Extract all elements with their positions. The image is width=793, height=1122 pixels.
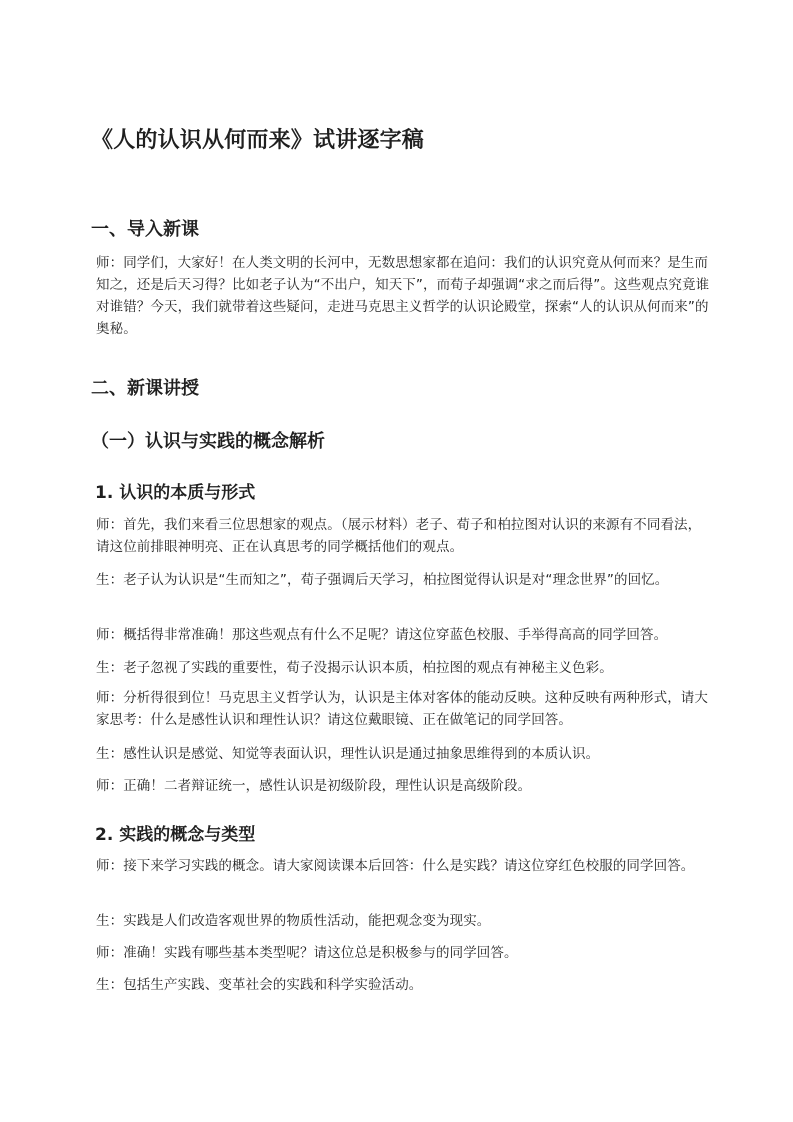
section-heading-intro: 一、导入新课 [91,219,199,240]
dialogue-paragraph: 师：准确！实践有哪些基本类型呢？请这位总是积极参与的同学回答。 [96,945,518,961]
dialogue-paragraph: 生：老子认为认识是“生而知之”，荀子强调后天学习，柏拉图觉得认识是对“理念世界”的回忆。 [96,572,669,588]
section-heading-lesson: 二、新课讲授 [91,378,199,399]
subsection-heading-concepts: （一）认识与实践的概念解析 [91,431,325,452]
dialogue-paragraph: 生：包括生产实践、变革社会的实践和科学实验活动。 [96,977,423,993]
dialogue-paragraph: 生：实践是人们改造客观世界的物质性活动，能把观念变为现实。 [96,913,491,929]
dialogue-paragraph: 师：概括得非常准确！那这些观点有什么不足呢？请这位穿蓝色校服、手举得高高的同学回答。 [96,627,668,643]
point-heading-practice: 2. 实践的概念与类型 [95,825,256,845]
dialogue-paragraph: 师：正确！二者辩证统一，感性认识是初级阶段，理性认识是高级阶段。 [96,778,532,794]
document-title: 《人的认识从何而来》试讲逐字稿 [91,128,425,153]
dialogue-paragraph: 师：首先，我们来看三位思想家的观点。（展示材料）老子、荀子和柏拉图对认识的来源有不同看法，请这位前排眼神明亮、正在认真思考的同学概括他们的观点。 [96,517,702,555]
dialogue-paragraph: 师：分析得很到位！马克思主义哲学认为，认识是主体对客体的能动反映。这种反映有两种形式，请大家思考：什么是感性认识和理性认识？请这位戴眼镜、正在做笔记的同学回答。 [96,690,708,728]
intro-paragraph: 师：同学们，大家好！在人类文明的长河中，无数思想家都在追问：我们的认识究竟从何而来？是生而知之，还是后天习得？比如老子认为“不出户，知天下”，而荀子却强调“求之而后得”。这些观点究竟谁对谁错？今天，我们就带着这些疑问，走进马克思主义哲学的认识论殿堂，探索“人的认识从何而来”的奥秘。 [96,255,710,337]
point-heading-cognition: 1. 认识的本质与形式 [95,483,256,503]
dialogue-paragraph: 师：接下来学习实践的概念。请大家阅读课本后回答：什么是实践？请这位穿红色校服的同学回答。 [96,858,695,874]
dialogue-paragraph: 生：老子忽视了实践的重要性，荀子没揭示认识本质，柏拉图的观点有神秘主义色彩。 [96,660,613,676]
dialogue-paragraph: 生：感性认识是感觉、知觉等表面认识，理性认识是通过抽象思维得到的本质认识。 [96,746,600,762]
